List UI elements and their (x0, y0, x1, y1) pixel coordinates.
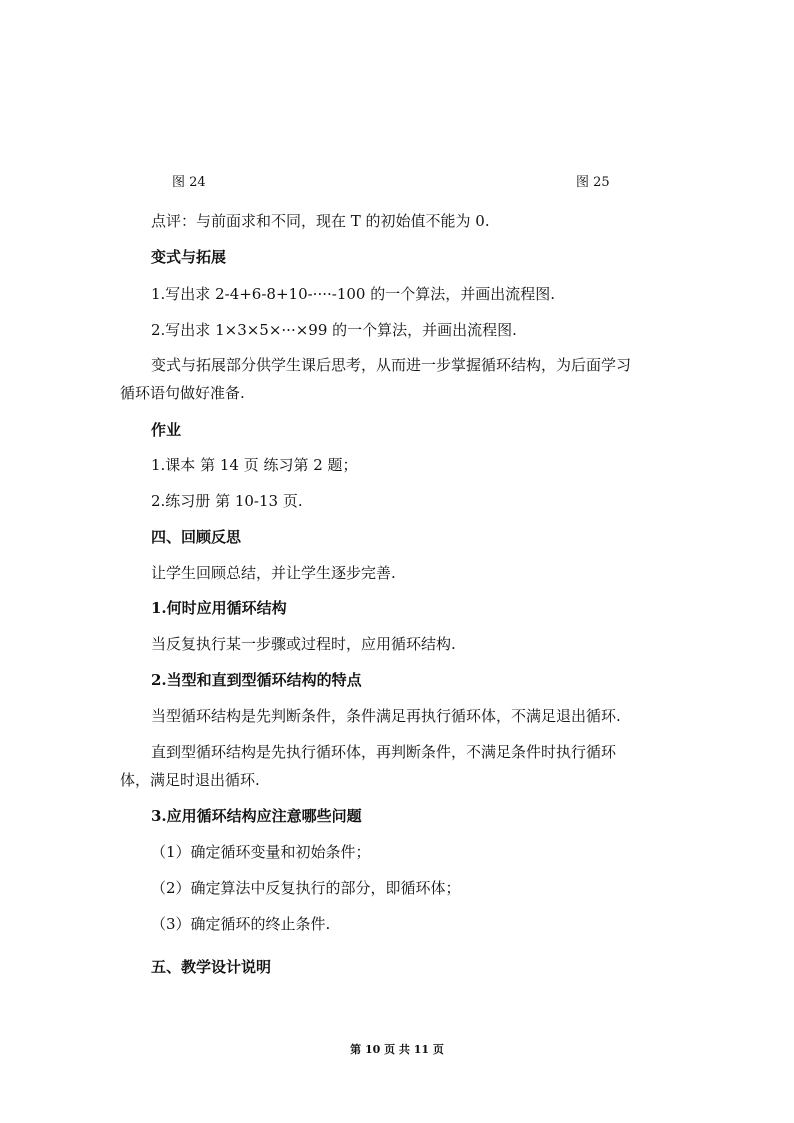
list-item: （3）确定循环的终止条件. (151, 915, 331, 933)
section-heading-variation: 变式与拓展 (151, 248, 227, 266)
paragraph-line: 直到型循环结构是先执行循环体，再判断条件，不满足条件时执行循环 (151, 743, 617, 761)
list-item: （1）确定循环变量和初始条件； (151, 843, 371, 861)
paragraph-line: 让学生回顾总结，并让学生逐步完善. (151, 564, 396, 582)
exercise-2: 2.写出求 1×3×5×···×99 的一个算法，并画出流程图. (151, 321, 517, 339)
figure-caption-25: 图 25 (576, 175, 610, 190)
paragraph-line: 当反复执行某一步骤或过程时，应用循环结构. (151, 635, 456, 653)
homework-item-2: 2.练习册 第 10-13 页. (151, 492, 303, 510)
subheading-loop-issues: 3.应用循环结构应注意哪些问题 (151, 807, 362, 825)
exercise-1: 1.写出求 2-4+6-8+10-····-100 的一个算法，并画出流程图. (151, 285, 555, 303)
subheading-loop-features: 2.当型和直到型循环结构的特点 (151, 671, 362, 689)
paragraph-line: 当型循环结构是先判断条件，条件满足再执行循环体，不满足退出循环. (151, 707, 621, 725)
page-footer: 第 10 页 共 11 页 (350, 1043, 444, 1056)
paragraph-line: 循环语句做好准备. (120, 384, 245, 402)
subheading-when-to-use-loop: 1.何时应用循环结构 (151, 599, 287, 617)
section-heading-homework: 作业 (151, 421, 182, 439)
figure-caption-24: 图 24 (172, 175, 206, 190)
paragraph-line: 变式与拓展部分供学生课后思考，从而进一步掌握循环结构，为后面学习 (151, 356, 632, 374)
section-heading-review: 四、回顾反思 (151, 528, 242, 546)
list-item: （2）确定算法中反复执行的部分，即循环体； (151, 879, 461, 897)
homework-item-1: 1.课本 第 14 页 练习第 2 题； (151, 456, 358, 474)
section-heading-design-notes: 五、教学设计说明 (151, 958, 272, 976)
comment-line: 点评：与前面求和不同，现在 T 的初始值不能为 0. (151, 212, 490, 230)
paragraph-line: 体，满足时退出循环. (120, 771, 260, 789)
